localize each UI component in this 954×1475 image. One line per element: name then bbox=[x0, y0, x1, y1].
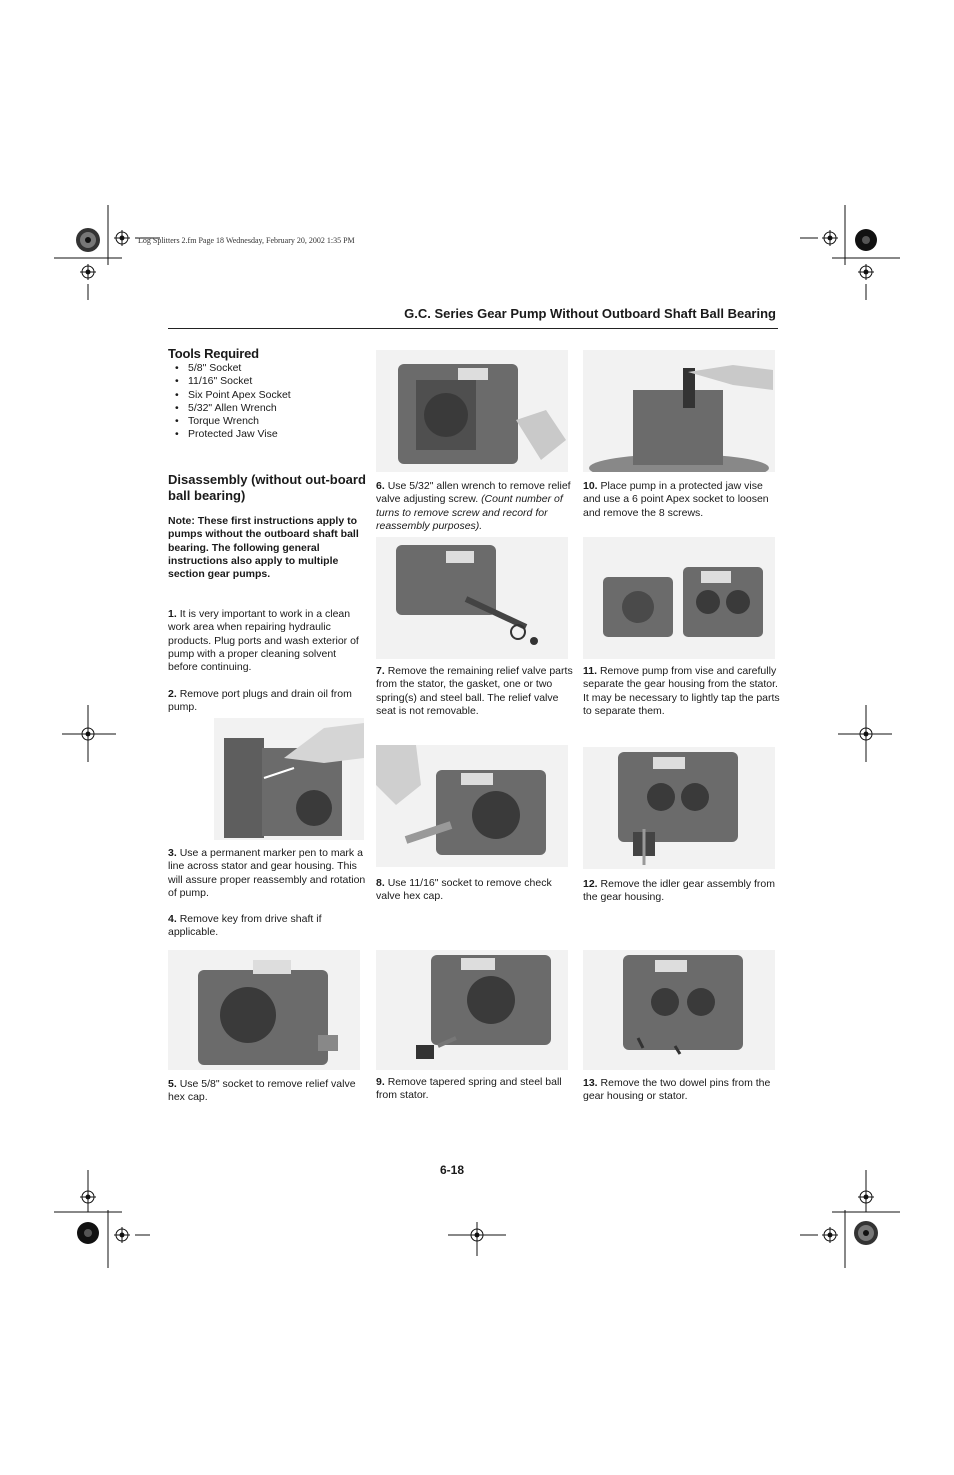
step-9: 9. Remove tapered spring and steel ball from stator. bbox=[376, 1076, 562, 1102]
tool-item: • 5/32" Allen Wrench bbox=[175, 402, 291, 415]
photo-vise-screws bbox=[583, 350, 775, 472]
photo-allen-wrench-relief bbox=[376, 350, 568, 472]
photo-relief-hex-cap bbox=[168, 950, 360, 1070]
photo-idler-gear bbox=[583, 747, 775, 869]
tool-item: • Protected Jaw Vise bbox=[175, 428, 291, 441]
photo-marker-line bbox=[214, 718, 364, 840]
step-4: 4. Remove key from drive shaft if applicable. bbox=[168, 913, 322, 939]
tools-title: Tools Required bbox=[168, 346, 259, 361]
photo-socket-check-valve bbox=[376, 745, 568, 867]
step-7: 7. Remove the remaining relief valve parts from the stator, the gasket, one or two spring(s) and steel ball. The relief valve seat is not removable. bbox=[376, 665, 573, 717]
step-13: 13. Remove the two dowel pins from the gear housing or stator. bbox=[583, 1077, 771, 1103]
tool-item: • Six Point Apex Socket bbox=[175, 389, 291, 402]
tool-item: • 11/16" Socket bbox=[175, 375, 291, 388]
file-slug: Log Splitters 2.fm Page 18 Wednesday, February 20, 2002 1:35 PM bbox=[138, 236, 355, 245]
page-number: 6-18 bbox=[440, 1163, 465, 1177]
photo-tapered-spring bbox=[376, 950, 568, 1070]
photo-dowel-pins bbox=[583, 950, 775, 1070]
starburst-target-icon bbox=[76, 228, 100, 252]
step-11: 11. Remove pump from vise and carefully separate the gear housing from the stator. It may be necessary to lightly tap the parts to separate them. bbox=[583, 665, 780, 717]
tool-item: • 5/8" Socket bbox=[175, 362, 291, 375]
step-1: 1. It is very important to work in a clean work area when repairing hydraulic products. Plug ports and wash exterior of pump with a proper cleaning solvent before continuing. bbox=[168, 608, 359, 674]
step-8: 8. Use 11/16" socket to remove check valve hex cap. bbox=[376, 877, 552, 903]
note-text: Note: These first instructions apply to pumps without the outboard shaft ball bearing. The following general instructions also apply to multiple section gear pumps. bbox=[168, 515, 359, 581]
step-6: 6. Use 5/32" allen wrench to remove relief valve adjusting screw. (Count number of turns to remove screw and record for reassembly purposes). bbox=[376, 480, 571, 532]
step-12: 12. Remove the idler gear assembly from the gear housing. bbox=[583, 878, 776, 904]
header-rule bbox=[168, 328, 778, 329]
step-10: 10. Place pump in a protected jaw vise and use a 6 point Apex socket to loosen and remove the 8 screws. bbox=[583, 480, 769, 519]
disassembly-title: Disassembly (without out-board ball bearing) bbox=[168, 472, 366, 503]
tools-list bbox=[175, 362, 291, 442]
photo-relief-parts bbox=[376, 537, 568, 659]
page-header-title: G.C. Series Gear Pump Without Outboard Shaft Ball Bearing bbox=[404, 306, 776, 321]
tool-item: • Torque Wrench bbox=[175, 415, 291, 428]
starburst-target-icon bbox=[854, 1221, 878, 1245]
step-2: 2. Remove port plugs and drain oil from pump. bbox=[168, 688, 352, 714]
photo-separated-housing bbox=[583, 537, 775, 659]
step-3: 3. Use a permanent marker pen to mark a line across stator and gear housing. This will assure proper reassembly and rotation of pump. bbox=[168, 847, 366, 899]
step-5: 5. Use 5/8" socket to remove relief valve hex cap. bbox=[168, 1078, 356, 1104]
